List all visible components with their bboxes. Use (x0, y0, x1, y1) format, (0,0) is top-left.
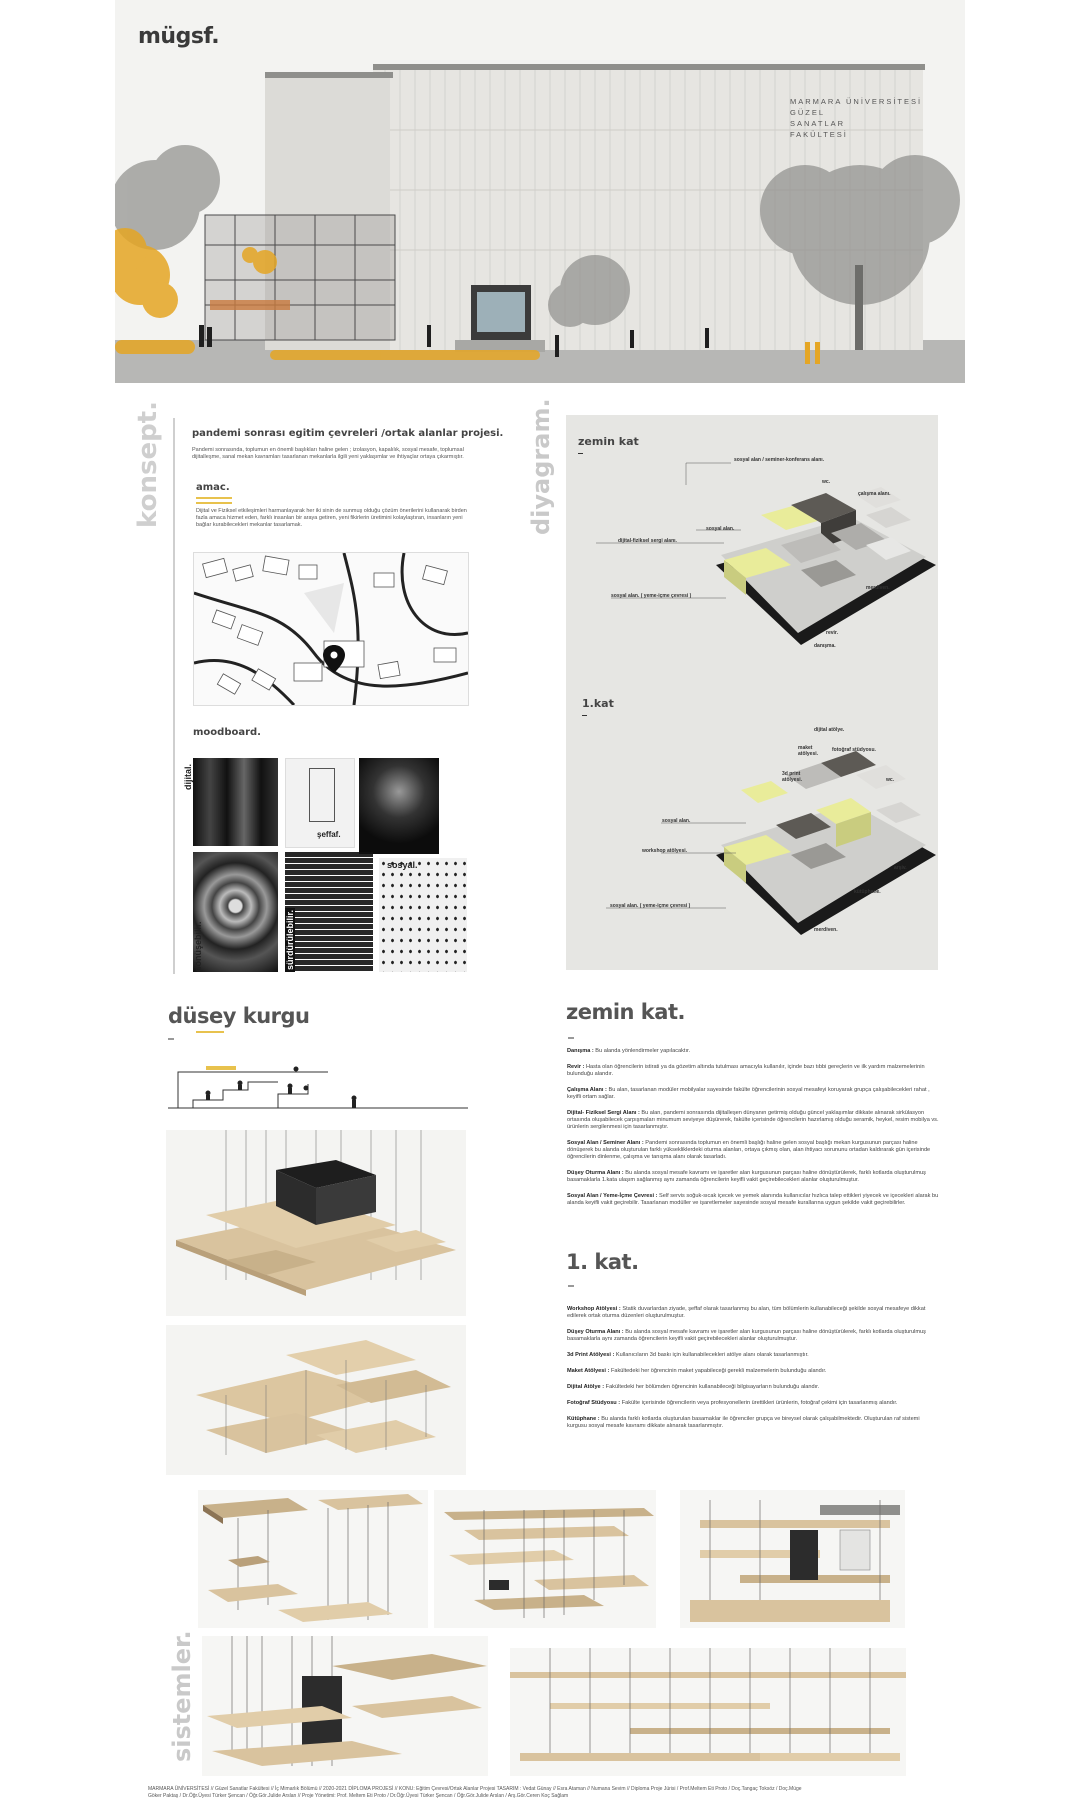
render-vertical-1 (166, 1130, 466, 1316)
system-render-1-drawing (198, 1490, 428, 1628)
kat1-label: maket atölyesi. (798, 745, 819, 757)
konsept-divider (173, 418, 175, 974)
kat1-label: sosyal alan. (662, 818, 691, 824)
sistemler-vertical-title: sistemler. (168, 1630, 196, 1762)
kat1-label: arşiv. (894, 865, 907, 871)
mood-label-dijital: dijital. (183, 763, 193, 790)
building-facade-illustration (115, 0, 965, 383)
dash (568, 1285, 574, 1287)
zemin-item (567, 1048, 939, 1055)
site-map-drawing (194, 553, 468, 705)
item-key: Çalışma Alanı : (567, 1087, 607, 1093)
kat1-item (567, 1352, 939, 1359)
system-render-5 (510, 1648, 906, 1776)
konsept-intro: Pandemi sonrasında, toplumun en önemli başlıkları haline gelen ; izolasyon, kapalılık, sosyal mesafe, toplumsal dijitalleşme, sanal mekan kavramları tasarlanan mekanlarla ilgili yeni yaklaşımlar ve ihtiyaçlar ortaya çıkarmıştır. (192, 447, 464, 460)
mood-image-digital (193, 758, 278, 846)
zemin-item (567, 1064, 939, 1078)
kat1-label: workshop atölyesi. (642, 848, 688, 854)
item-text: Fakültedeki her öğrencinin maket yapabileceği gerekli malzemelerin bulunduğu alandır. (610, 1368, 827, 1374)
item-text: Pandemi sonrasında toplumun en önemli başlığı haline gelen sosyal başlığı mekan kurgusunun parçası haline dönüşerek bu alanda oluşturulan farklı yüksekliklerdeki oturma alanları, ortaya çıkmış olan, alan ihtiyacı sorununu ortadan kaldırarak gün içerisinde öğrencilerin dinlenme, çalışma ve tanışma alanı olarak tasarladı. (567, 1140, 931, 1160)
zemin-kat-list (567, 1048, 939, 1216)
system-render-3-drawing (680, 1490, 905, 1628)
system-render-2 (434, 1490, 656, 1628)
item-key: Maket Atölyesi : (567, 1368, 610, 1374)
zemin-label: wc. (822, 479, 831, 485)
diagram-panel (566, 415, 938, 970)
item-text: Bu alanda yönlendirmeler yapılacaktır. (595, 1048, 691, 1054)
kat1-label: merdiven. (814, 927, 838, 933)
faculty-line: MARMARA ÜNİVERSİTESİ (790, 97, 923, 106)
site-map (193, 552, 469, 706)
system-render-4 (202, 1636, 488, 1776)
konsept-heading: pandemi sonrası egitim çevreleri /ortak alanlar projesi. (192, 428, 504, 439)
zemin-label: merdiven. (866, 585, 890, 591)
amac-text: Dijital ve Fiziksel etkileşimleri harmanlayarak her iki sinin de sunmuş olduğu çözüm önerilerini kullanarak birden fazla amaca hizmet eden, farklı insanları bir araya getiren, yeni fikirlerin üretimini kolaylaştıran, insanların yeni bağlar kurabilecekleri mekanlar tasarlamak. (196, 508, 467, 528)
faculty-line: GÜZEL (790, 108, 826, 117)
mood-label-donusebilir: dönüşebilir. (193, 921, 203, 972)
system-render-2-drawing (434, 1490, 656, 1628)
zemin-diagram-title: zemin kat (578, 435, 639, 448)
mood-image-tunnel (193, 852, 278, 972)
kat1-diagram-title: 1.kat (582, 697, 614, 710)
faculty-signage (790, 96, 922, 140)
zemin-item (567, 1193, 939, 1207)
zemin-label: sosyal alan / seminer-konferans alanı. (734, 457, 825, 463)
faculty-line: FAKÜLTESİ (790, 130, 848, 139)
kat1-item (567, 1306, 939, 1320)
suspended-platforms-render (166, 1130, 466, 1316)
amac-underline-2 (196, 502, 232, 504)
kat1-item (567, 1416, 939, 1430)
zemin-item (567, 1140, 939, 1161)
zemin-item (567, 1110, 939, 1131)
kat1-title: 1. kat. (566, 1250, 639, 1274)
dash (568, 1037, 574, 1039)
suspended-platforms-render-2 (166, 1325, 466, 1475)
mood-image-dark-figure (359, 758, 439, 854)
item-text: Self servis soğuk-sıcak içecek ve yemek alanında kullanıcılar hızlıca talep ettikleri yiyecek ve içecekleri alarak bu alanda keyifli vakit geçirebilir. Tasarlanan modüller ve işaretlemeler sayesinde sosyal mesafe kurallarına uygun şekilde vakit geçirebilirler. (567, 1193, 939, 1206)
credits-line: MARMARA ÜNİVERSİTESİ // Güzel Sanatlar Fakültesi // İç Mimarlık Bölümü // 2020-2021 DİPLOMA PROJESİ // KONU: Eğitim Çevresi/Ortak Alanlar Projesi TASARIM : Vedat Günay // Esra Ataman // Numana Sevim // Diploma Proje Jürisi / Prof.Meltem Eti Proto / Doç.Tangaç Toksöz / Doç.Müge (148, 1786, 802, 1792)
dash (582, 715, 587, 716)
item-key: Revir : (567, 1064, 585, 1070)
zemin-item (567, 1170, 939, 1184)
item-key: Dijital Atölye : (567, 1384, 605, 1390)
kat1-list (567, 1306, 939, 1439)
item-key: Fotoğraf Stüdyosu : (567, 1400, 621, 1406)
zemin-item (567, 1087, 939, 1101)
item-text: Fakültedeki her bölümden öğrencinin kullanabileceği bilgisayarların bulunduğu alandır. (605, 1384, 820, 1390)
kat1-label: dijital atölye. (814, 727, 845, 733)
mood-label-sosyal: sosyal. (387, 860, 418, 870)
mood-image-dots (285, 852, 373, 972)
item-key: Düşey Oturma Alanı : (567, 1329, 624, 1335)
zemin-label: sosyal alan. ( yeme-içme çevresi ) (611, 593, 692, 599)
kat1-label: sosyal alan. ( yeme-içme çevresi ) (610, 903, 691, 909)
zemin-isometric (716, 487, 936, 645)
item-text: Bu alanda farklı kotlarda oluşturulan basamaklar ile öğrenciler grupça ve bireysel olarak çalışabilmektedir. Oluşturulan raf sistemi kurgusu sosyal mesafe kavramı dikkate alınarak tasarlanmıştır. (567, 1416, 920, 1429)
kat1-item (567, 1329, 939, 1343)
section-sketch (168, 1060, 468, 1112)
mood-label-seffaf: şeffaf. (317, 830, 341, 839)
item-key: Kütüphane : (567, 1416, 600, 1422)
amac-underline (196, 497, 232, 499)
item-key: Sosyal Alan / Seminer Alanı : (567, 1140, 644, 1146)
faculty-line: SANATLAR (790, 119, 846, 128)
zemin-label: danışma. (814, 643, 836, 649)
project-logo: mügsf. (138, 24, 220, 49)
kat1-item (567, 1384, 939, 1391)
item-text: Bu alanda sosyal mesafe kavramı ve işaretler alan kurgusunun parçası haline dönüştürülerek, farklı kotlarda oluşturulmuş basamaklarla aynı zamanda öğrencilerin keyifli vakit geçirebilecekleri alanlar oluşturulmuştur. (567, 1329, 926, 1342)
amac-title: amac. (196, 482, 230, 493)
render-vertical-2 (166, 1325, 466, 1475)
item-text: Bu alan, tasarlanan modüler mobilyalar sayesinde fakülte öğrencilerinin sosyal mesafeyi koruyarak grupça çalışabilecekleri rahat , keyifli ortam sağlar. (567, 1087, 930, 1100)
dusey-underline (196, 1031, 224, 1033)
moodboard-title: moodboard. (193, 727, 261, 738)
item-key: Sosyal Alan / Yeme-İçme Çevresi : (567, 1193, 658, 1199)
item-text: Bu alanda sosyal mesafe kavramı ve işaretler alan kurgusunun parçası haline dönüştürülerek, farklı kotlarda oluşturulmuş basamaklarla 1.kata ulaşım sağlanmış aynı zamanda öğrencilerin keyifli vakit geçirebilecekleri alanlar oluşturulmuştur. (567, 1170, 926, 1183)
zemin-label: dijital-fiziksel sergi alanı. (618, 538, 677, 544)
system-render-4-drawing (202, 1636, 488, 1776)
system-render-3 (680, 1490, 905, 1628)
kat1-label: wc. (886, 777, 895, 783)
dash (168, 1038, 174, 1040)
zemin-label: revir. (826, 630, 838, 636)
zemin-label: sosyal alan. (706, 526, 735, 532)
item-text: Statik duvarlardan ziyade, şeffaf olarak tasarlanmış bu alan, tüm bölümlerin kullanabileceği şekilde sosyal mesafeye dikkat edilerek ortak oturma düzenleri oluşturulmuştur. (567, 1306, 926, 1319)
credits-line: Göker Paktaş / Dr.Öğr.Üyesi Türker Şencan / Öğr.Gör.Julide Arslan // Proje Yönetimi: Prof. Meltem Eti Proto / Dr.Öğr.Üyesi Türker Şencan / Öğr.Gör.Julide Arslan / Arş.Gör.Ceren Koç Sağlam (148, 1793, 569, 1799)
item-key: Danışma : (567, 1048, 594, 1054)
mood-label-surdurulebilir: sürdürülebilir. (285, 909, 295, 970)
item-key: Düşey Oturma Alanı : (567, 1170, 624, 1176)
item-key: Workshop Atölyesi : (567, 1306, 621, 1312)
konsept-vertical-title: konsept. (133, 401, 163, 528)
diyagram-vertical-title: diyagram. (527, 398, 555, 535)
moodboard-grid (183, 758, 467, 972)
system-render-1 (198, 1490, 428, 1628)
floor-diagrams (566, 415, 938, 970)
zemin-label: çalışma alanı. (858, 491, 891, 497)
item-text: Kullanıcıların 3d baskı için kullanabilecekleri atölye alanı olarak tasarlanmıştır. (615, 1352, 809, 1358)
dusey-title: düsey kurgu (168, 1004, 310, 1028)
kat1-label: fotoğraf stüdyosu. (832, 747, 876, 753)
item-text: Fakülte içerisinde öğrencilerin veya profesyonellerin ürettikleri ürünlerin, fotoğraf çekimi için tasarlanmış alandır. (621, 1400, 898, 1406)
kat1-label: kütüphane. (854, 889, 881, 895)
item-key: Dijital- Fiziksel Sergi Alanı : (567, 1110, 640, 1116)
mood-frame-shape (309, 768, 335, 822)
kat1-label: 3d print atölyesi. (782, 771, 803, 783)
kat1-item (567, 1400, 939, 1407)
zemin-kat-title: zemin kat. (566, 1000, 685, 1024)
mood-image-crowd (379, 858, 467, 972)
credits-footer (148, 1786, 948, 1800)
kat1-item (567, 1368, 939, 1375)
kat1-isometric (716, 751, 936, 935)
hero-rendering (115, 0, 965, 383)
item-key: 3d Print Atölyesi : (567, 1352, 615, 1358)
item-text: Hasta olan öğrencilerin istirati ya da gözetim altında tutulması amacıyla kullanılır, içinde bazı tıbbi gereçlerin ve ilk yardım malzemelerinin bulunduğu alandır. (567, 1064, 925, 1077)
item-text: Bu alan, pandemi sonrasında dijitalleşen dünyanın getirmiş olduğu güncel yaklaşımlar dikkate alınarak sirkülasyon ortasında oluşabilecek çarpışmaları minumum seviyeye düşürerek, fakülte içerisinde öğrencilerin hazırlamış olduğu seramik, heykel, resim mobilya vs. ürünlerin sergilenmesi için tasarlanmıştır. (567, 1110, 939, 1130)
system-render-5-drawing (510, 1648, 906, 1776)
